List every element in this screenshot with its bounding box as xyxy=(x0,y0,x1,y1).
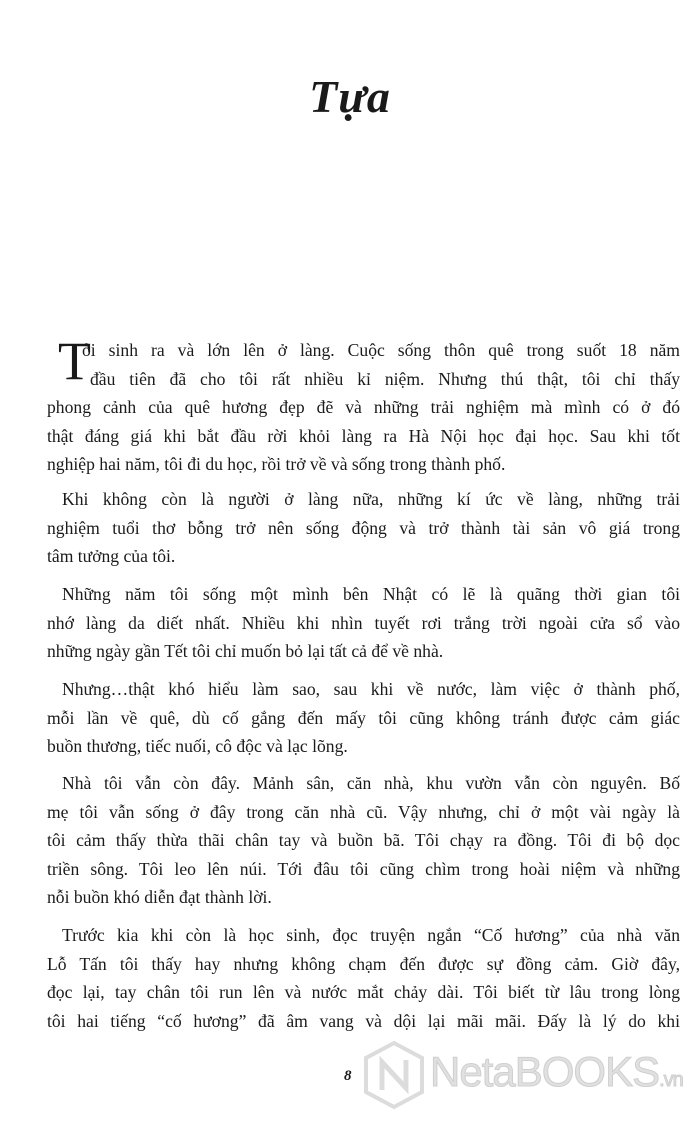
text-line: nghiệp hai năm, tôi đi du học, rồi trở về và sống trong thành phố. xyxy=(47,454,506,475)
text-line: tôi hai tiếng “cố hương” đã âm vang và dội lại mãi mãi. Đấy là lý do khi xyxy=(47,1010,680,1031)
text-line: Lỗ Tấn tôi thấy hay nhưng không chạm đến được sự đồng cảm. Giờ đây, xyxy=(47,953,680,974)
text-line: Trước kia khi còn là học sinh, đọc truyện ngắn “Cố hương” của nhà văn xyxy=(62,925,680,945)
text-line: nỗi buồn khó diễn đạt thành lời. xyxy=(47,887,272,908)
text-line: phong cảnh của quê hương đẹp đẽ và những trải nghiệm mà mình có ở đó xyxy=(47,397,680,418)
text-line: buồn thương, tiếc nuối, cô độc và lạc lõng. xyxy=(47,736,348,757)
text-line: đọc lại, tay chân tôi run lên và nước mắt chảy dài. Tôi biết từ lâu trong lòng xyxy=(47,982,680,1003)
text-line: nghiệm tuổi thơ bỗng trở nên sống động và trở thành tài sản vô giá trong xyxy=(47,517,680,538)
text-line: những ngày gần Tết tôi chỉ muốn bỏ lại tất cả để về nhà. xyxy=(47,641,444,662)
text-line: đầu tiên đã cho tôi rất nhiều kỉ niệm. Nhưng thú thật, tôi chỉ thấy xyxy=(90,368,680,389)
text-line: tâm tưởng của tôi. xyxy=(47,546,176,567)
text-line: Những năm tôi sống một mình bên Nhật có lẽ là quãng thời gian tôi xyxy=(62,584,680,604)
netabooks-logo-icon xyxy=(362,1040,426,1110)
text-line: Khi không còn là người ở làng nữa, những kí ức về làng, những trải xyxy=(62,489,680,509)
page-number: 8 xyxy=(344,1068,352,1084)
watermark xyxy=(362,1040,700,1110)
drop-cap: T xyxy=(58,331,91,391)
text-line: tôi cảm thấy thừa thãi chân tay và buồn bã. Tôi chạy ra đồng. Tôi đi bộ dọc xyxy=(47,830,680,851)
watermark-text: NetaBOOKS.vn xyxy=(430,1048,683,1095)
text-line: mẹ tôi vẫn sống ở đây trong căn nhà cũ. Vậy nhưng, chỉ ở một vài ngày là xyxy=(47,801,680,822)
text-line: triền sông. Tôi leo lên núi. Tới đâu tôi cũng chìm trong hoài niệm và những xyxy=(47,858,680,879)
text-line: Nhà tôi vẫn còn đây. Mảnh sân, căn nhà, khu vườn vẫn còn nguyên. Bố xyxy=(62,773,680,793)
text-line: nhớ làng da diết nhất. Nhiều khi nhìn tuyết rơi trắng trời ngoài cửa sổ vào xyxy=(47,612,680,633)
text-line: Nhưng…thật khó hiểu làm sao, sau khi về nước, làm việc ở thành phố, xyxy=(62,679,680,699)
text-line: thật đáng giá khi bắt đầu rời khỏi làng ra Hà Nội học đại học. Sau khi tốt xyxy=(47,425,680,446)
text-line: ôi sinh ra và lớn lên ở làng. Cuộc sống thôn quê trong suốt 18 năm xyxy=(82,340,680,360)
text-line: mỗi lần về quê, dù cố gắng đến mấy tôi cũng không tránh được cảm giác xyxy=(47,707,680,728)
chapter-title: Tựa xyxy=(309,71,391,122)
